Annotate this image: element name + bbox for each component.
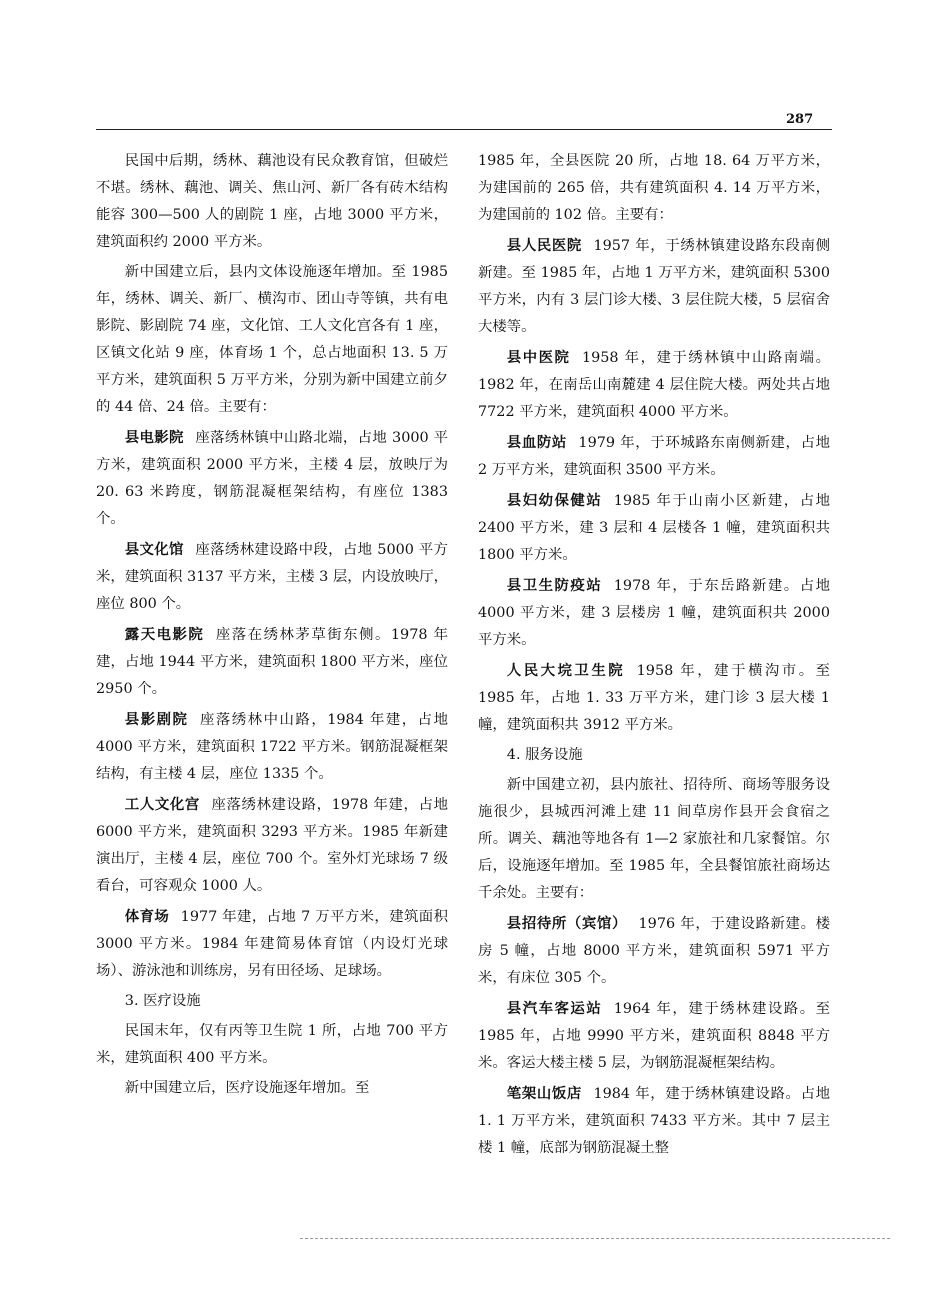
facility-entry <box>478 232 830 341</box>
scan-artifact-line <box>300 1238 890 1239</box>
facility-entry <box>478 572 830 654</box>
entry-text: 座落绣林建设路，1978 年建，占地 6000 平方米，建筑面积 3293 平方米。1985 年新建演出厅，主楼 4 层，座位 700 个。室外灯光球场 7 级看台，可容观众 1000 人。 <box>96 797 448 894</box>
paragraph: 新中国建立后，县内文体设施逐年增加。至 1985 年，绣林、调关、新厂、横沟市、团山寺等镇，共有电影院、影剧院 74 座，文化馆、工人文化宫各有 1 座，区镇文化站 9 座，体育场 1 个，总占地面积 13. 5 万平方米，建筑面积 5 万平方米，分别为新中国建立前夕的 44 倍、24 倍。主要有： <box>96 264 448 415</box>
paragraph: 1985 年，全县医院 20 所，占地 18. 64 万平方米，为建国前的 265 倍，共有建筑面积 4. 14 万平方米，为建国前的 102 倍。主要有： <box>478 153 830 223</box>
facility-entry <box>96 706 448 788</box>
entry-text: 1957 年，于绣林镇建设路东段南侧新建。至 1985 年，占地 1 万平方米，建筑面积 5300 平方米，内有 3 层门诊大楼、3 层住院大楼，5 层宿舍大楼等。 <box>478 238 830 335</box>
entry-text: 1958 年，建于绣林镇中山路南端。1982 年，在南岳山南麓建 4 层住院大楼。两处共占地 7722 平方米，建筑面积 4000 平方米。 <box>478 350 830 420</box>
entry-text: 1984 年，建于绣林镇建设路。占地 1. 1 万平方米，建筑面积 7433 平方米。其中 7 层主楼 1 幢，底部为钢筋混凝土整 <box>478 1086 830 1156</box>
section-heading: 4. 服务设施 <box>506 747 583 763</box>
paragraph: 新中国建立后，医疗设施逐年增加。至 <box>124 1080 370 1096</box>
entry-title: 县血防站 <box>506 434 567 451</box>
page-number: 287 <box>786 112 814 127</box>
entry-text: 1979 年，于环城路东南侧新建，占地 2 万平方米，建筑面积 3500 平方米。 <box>478 435 830 478</box>
entry-text: 1985 年于山南小区新建，占地 2400 平方米，建 3 层和 4 层楼各 1 幢，建筑面积共 1800 平方米。 <box>478 493 830 563</box>
facility-entry <box>478 910 830 992</box>
facility-entry <box>478 657 830 739</box>
paragraph: 新中国建立初，县内旅社、招待所、商场等服务设施很少，县城西河滩上建 11 间草房作县开会食宿之所。调关、藕池等地各有 1—2 家旅社和几家餐馆。尔后，设施逐年增加。至 1985 年，全县餐馆旅社商场达千余处。主要有： <box>478 777 830 901</box>
entry-title: 工人文化宫 <box>124 796 200 813</box>
entry-text: 座落在绣林茅草街东侧。1978 年建，占地 1944 平方米，建筑面积 1800 平方米，座位 2950 个。 <box>96 627 448 697</box>
facility-entry <box>96 621 448 703</box>
left-column <box>96 148 448 1105</box>
facility-entry <box>478 995 830 1077</box>
paragraph: 民国中后期，绣林、藕池设有民众教育馆，但破烂不堪。绣林、藕池、调关、焦山河、新厂各有砖木结构能容 300—500 人的剧院 1 座，占地 3000 平方米，建筑面积约 2000 平方米。 <box>96 153 448 250</box>
entry-title: 县汽车客运站 <box>506 1000 603 1017</box>
facility-entry <box>478 344 830 426</box>
entry-title: 体育场 <box>124 908 170 925</box>
entry-text: 1976 年，于建设路新建。楼房 5 幢，占地 8000 平方米，建筑面积 5971 平方米，有床位 305 个。 <box>478 916 830 986</box>
entry-title: 县中医院 <box>506 349 571 366</box>
entry-title: 县人民医院 <box>506 237 582 254</box>
facility-entry <box>478 429 830 484</box>
entry-title: 县电影院 <box>124 429 184 446</box>
entry-title: 人民大垸卫生院 <box>506 662 626 679</box>
entry-title: 县妇幼保健站 <box>506 492 603 509</box>
section-heading: 3. 医疗设施 <box>124 993 201 1009</box>
facility-entry <box>478 1080 830 1162</box>
entry-title: 露天电影院 <box>124 626 205 643</box>
paragraph: 民国末年，仅有丙等卫生院 1 所，占地 700 平方米，建筑面积 400 平方米。 <box>96 1023 448 1066</box>
facility-entry <box>96 903 448 985</box>
entry-title: 县卫生防疫站 <box>506 577 603 594</box>
entry-title: 笔架山饭店 <box>506 1085 582 1102</box>
entry-text: 座落绣林镇中山路北端，占地 3000 平方米，建筑面积 2000 平方米，主楼 4 层，放映厅为 20. 63 米跨度，钢筋混凝框架结构，有座位 1383 个。 <box>96 430 448 527</box>
right-column <box>478 148 830 1165</box>
entry-title: 县招待所（宾馆） <box>506 915 628 932</box>
facility-entry <box>478 487 830 569</box>
entry-title: 县文化馆 <box>124 541 184 558</box>
facility-entry <box>96 791 448 900</box>
facility-entry <box>96 536 448 618</box>
entry-text: 1964 年，建于绣林建设路。至 1985 年，占地 9990 平方米，建筑面积 8848 平方米。客运大楼主楼 5 层，为钢筋混凝框架结构。 <box>478 1001 830 1071</box>
entry-text: 1958 年，建于横沟市。至 1985 年，占地 1. 33 万平方米，建门诊 3 层大楼 1 幢，建筑面积共 3912 平方米。 <box>478 663 830 733</box>
entry-text: 1977 年建，占地 7 万平方米，建筑面积 3000 平方米。1984 年建简易体育馆（内设灯光球场）、游泳池和训练房，另有田径场、足球场。 <box>96 909 448 979</box>
facility-entry <box>96 424 448 533</box>
entry-title: 县影剧院 <box>124 711 189 728</box>
entry-text: 座落绣林中山路，1984 年建，占地 4000 平方米，建筑面积 1722 平方米。钢筋混凝框架结构，有主楼 4 层，座位 1335 个。 <box>96 712 448 782</box>
header-rule <box>96 129 832 130</box>
entry-text: 座落绣林建设路中段，占地 5000 平方米，建筑面积 3137 平方米，主楼 3 层，内设放映厅，座位 800 个。 <box>96 542 448 612</box>
entry-text: 1978 年，于东岳路新建。占地 4000 平方米，建 3 层楼房 1 幢，建筑面积共 2000 平方米。 <box>478 578 830 648</box>
